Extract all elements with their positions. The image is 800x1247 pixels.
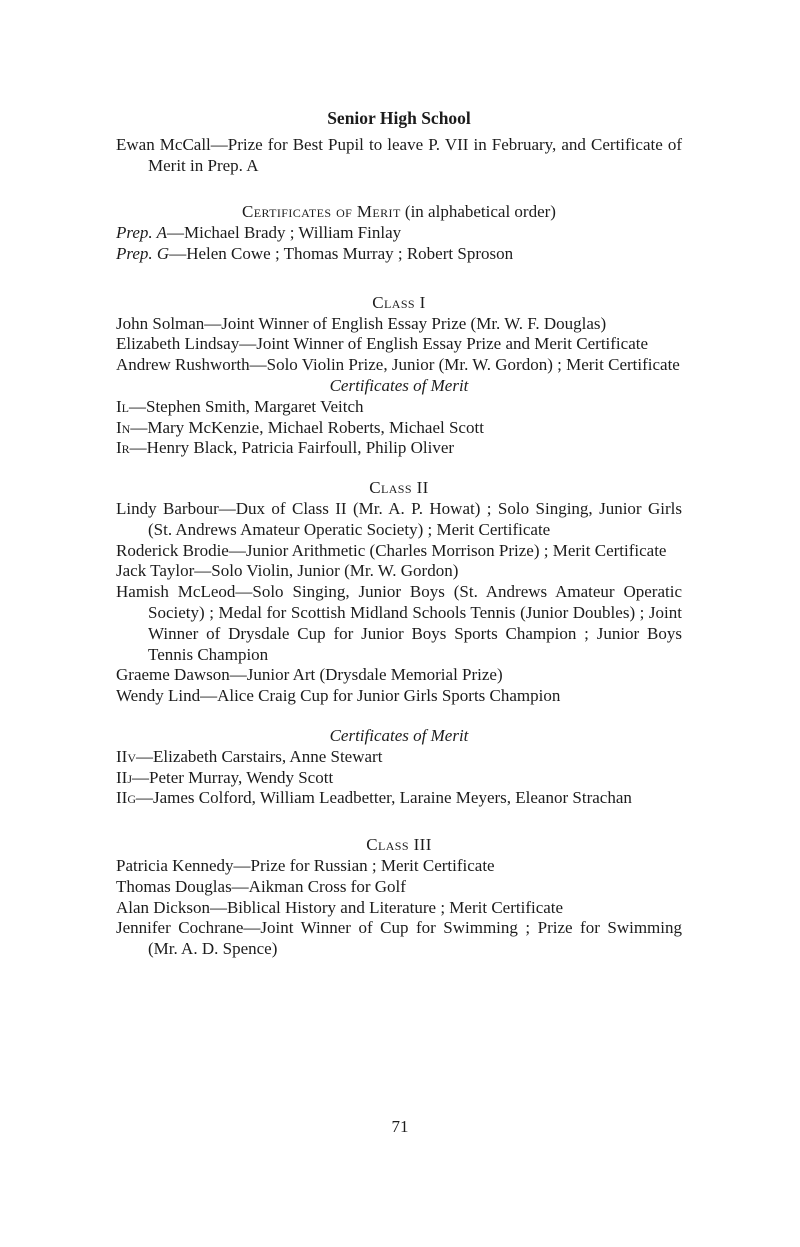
section-title: Senior High School	[327, 108, 471, 128]
certificate-row	[116, 397, 682, 418]
certificate-names: —Mary McKenzie, Michael Roberts, Michael Scott	[130, 417, 484, 437]
certificate-row	[116, 768, 682, 789]
prep-row-label: Prep. A	[116, 223, 167, 243]
prep-row-text: —Michael Brady ; William Finlay	[167, 223, 402, 243]
award-entry: Andrew Rushworth—Solo Violin Prize, Junior (Mr. W. Gordon) ; Merit Certificate	[116, 355, 680, 375]
award-entry: John Solman—Joint Winner of English Essay Prize (Mr. W. F. Douglas)	[116, 313, 607, 333]
certificate-names: —Stephen Smith, Margaret Veitch	[129, 396, 364, 416]
certificate-names: —Henry Black, Patricia Fairfoull, Philip Oliver	[129, 438, 455, 458]
certificate-row	[116, 788, 682, 809]
form-label: In	[116, 417, 131, 437]
prep-heading-note: (in alphabetical order)	[400, 202, 556, 222]
prep-row	[116, 223, 682, 244]
form-label: Ir	[116, 438, 130, 458]
award-entry: Alan Dickson—Biblical History and Literature ; Merit Certificate	[116, 897, 564, 917]
certificate-names: —Elizabeth Carstairs, Anne Stewart	[136, 746, 383, 766]
class-heading: Class II	[369, 478, 429, 498]
award-entry: Lindy Barbour—Dux of Class II (Mr. A. P. Howat) ; Solo Singing, Junior Girls (St. Andrews Amateur Operatic Society) ; Merit Certificate	[116, 498, 682, 539]
prep-row-label: Prep. G	[116, 243, 170, 263]
award-entry: Graeme Dawson—Junior Art (Drysdale Memorial Prize)	[116, 665, 503, 685]
prep-row	[116, 244, 682, 265]
certificates-heading: Certificates of Merit	[329, 725, 469, 745]
class-heading: Class I	[372, 292, 426, 312]
form-label: IIj	[116, 767, 132, 787]
form-label: IIv	[116, 746, 136, 766]
award-entry: Jack Taylor—Solo Violin, Junior (Mr. W. Gordon)	[116, 561, 459, 581]
award-entry: Elizabeth Lindsay—Joint Winner of English Essay Prize and Merit Certificate	[116, 334, 649, 354]
award-entry: Ewan McCall—Prize for Best Pupil to leave P. VII in February, and Certificate of Merit in Prep. A	[116, 134, 682, 175]
certificate-names: —James Colford, William Leadbetter, Laraine Meyers, Eleanor Strachan	[136, 788, 632, 808]
award-entry: Roderick Brodie—Junior Arithmetic (Charles Morrison Prize) ; Merit Certificate	[116, 540, 667, 560]
award-entry: Wendy Lind—Alice Craig Cup for Junior Girls Sports Champion	[116, 686, 561, 706]
document-page	[116, 108, 682, 960]
certificate-row	[116, 747, 682, 768]
award-entry: Hamish McLeod—Solo Singing, Junior Boys (St. Andrews Amateur Operatic Society) ; Medal for Scottish Midland Schools Tennis (Junior Doubles) ; Joint Winner of Drysdale Cup for Junior Boys Sports Champion ; Junior Boys Tennis Champion	[116, 582, 682, 664]
certificates-heading: Certificates of Merit	[329, 375, 469, 395]
prep-heading	[116, 202, 682, 223]
award-entry: Jennifer Cochrane—Joint Winner of Cup for Swimming ; Prize for Swimming (Mr. A. D. Spence)	[116, 918, 682, 959]
page-number: 71	[391, 1117, 409, 1136]
class-heading: Class III	[366, 835, 432, 855]
award-entry: Thomas Douglas—Aikman Cross for Golf	[116, 876, 406, 896]
certificate-row	[116, 418, 682, 439]
certificate-row	[116, 438, 682, 459]
prep-row-text: —Helen Cowe ; Thomas Murray ; Robert Sproson	[169, 243, 514, 263]
award-entry: Patricia Kennedy—Prize for Russian ; Merit Certificate	[116, 855, 495, 875]
certificate-names: —Peter Murray, Wendy Scott	[132, 767, 334, 787]
form-label: Il	[116, 396, 129, 416]
prep-heading-caps: Certificates of Merit	[242, 202, 401, 222]
form-label: IIg	[116, 788, 136, 808]
